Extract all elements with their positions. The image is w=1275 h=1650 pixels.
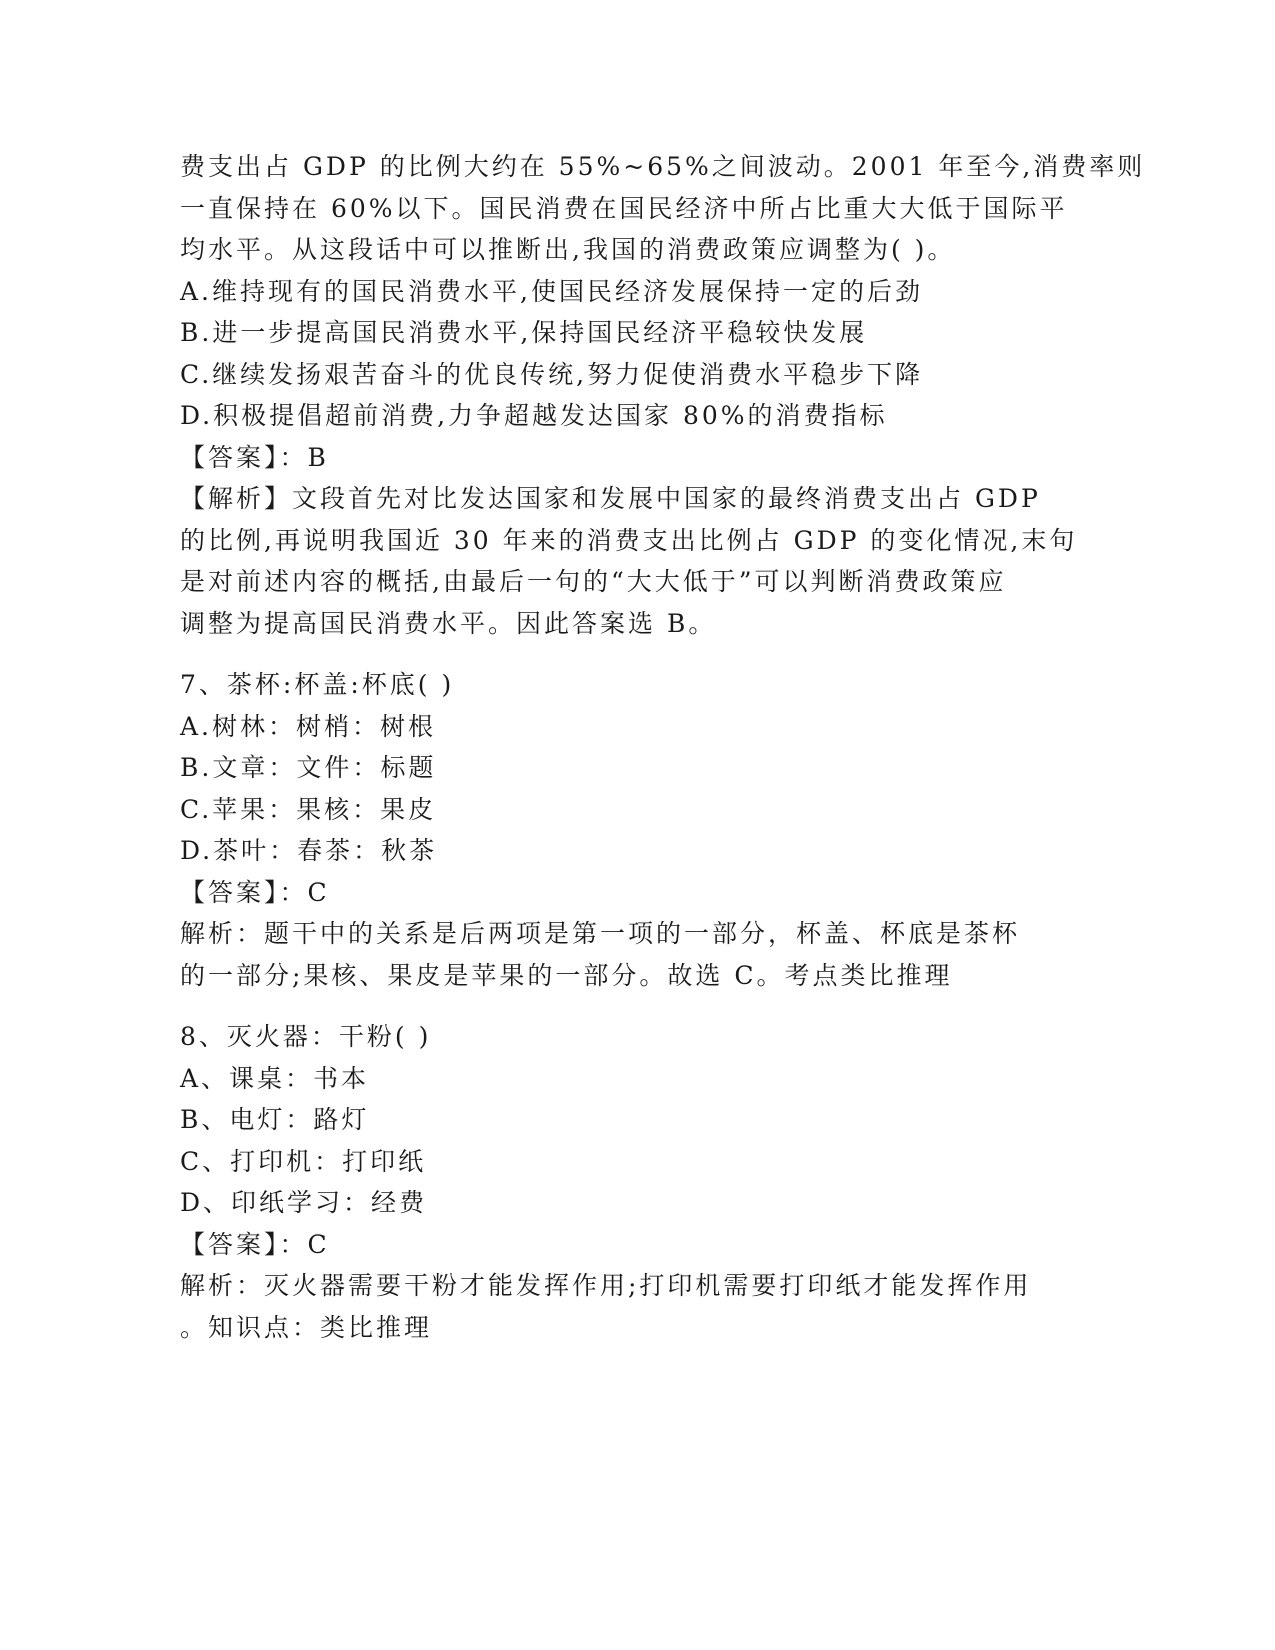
- question-stem: 7、茶杯:杯盖:杯底( ): [180, 670, 455, 699]
- analysis-line: 解析：灭火器需要干粉才能发挥作用;打印机需要打印纸才能发挥作用: [180, 1271, 1032, 1300]
- question-8: [180, 1016, 1100, 1348]
- option-b: B.进一步提高国民消费水平,保持国民经济平稳较快发展: [180, 318, 868, 347]
- answer-line: 【答案】：C: [180, 877, 330, 907]
- option-a: A、课桌：书本: [180, 1063, 370, 1093]
- answer-line: 【答案】：B: [180, 442, 329, 472]
- analysis-line: 的一部分;果核、果皮是苹果的一部分。故选 C。考点类比推理: [180, 960, 953, 990]
- option-d: D、印纸学习：经费: [180, 1188, 428, 1217]
- question-7: [180, 664, 1100, 996]
- option-a: A.树林：树梢：树根: [180, 711, 437, 741]
- option-d: D.积极提倡超前消费,力争超越发达国家 80%的消费指标: [180, 401, 888, 430]
- analysis-line: 。知识点：类比推理: [180, 1312, 433, 1342]
- question-stem: 8、灭火器：干粉( ): [180, 1022, 432, 1051]
- question-stem-line: 费支出占 GDP 的比例大约在 55%~65%之间波动。2001 年至今,消费率则: [180, 152, 1146, 181]
- option-c: C.继续发扬艰苦奋斗的优良传统,努力促使消费水平稳步下降: [180, 359, 924, 389]
- answer-line: 【答案】：C: [180, 1229, 330, 1259]
- option-b: B.文章：文件：标题: [180, 753, 437, 782]
- analysis-line: 解析：题干中的关系是后两项是第一项的一部分，杯盖、杯底是茶杯: [180, 919, 1021, 948]
- spacer: [180, 644, 1100, 664]
- question-stem-line: 均水平。从这段话中可以推断出,我国的消费政策应调整为( )。: [180, 235, 956, 264]
- document-page: [180, 146, 1146, 1348]
- option-d: D.茶叶：春茶：秋茶: [180, 836, 438, 865]
- option-c: C、打印机：打印纸: [180, 1146, 427, 1176]
- spacer: [180, 996, 1100, 1016]
- option-c: C.苹果：果核：果皮: [180, 794, 437, 824]
- analysis-line: 是对前述内容的概括,由最后一句的“大大低于”可以判断消费政策应: [180, 567, 1007, 596]
- analysis-line: 的比例,再说明我国近 30 年来的消费支出比例占 GDP 的变化情况,末句: [180, 525, 1078, 555]
- analysis-line: 【解析】文段首先对比发达国家和发展中国家的最终消费支出占 GDP: [180, 484, 1041, 513]
- option-b: B、电灯：路灯: [180, 1105, 370, 1134]
- analysis-line: 调整为提高国民消费水平。因此答案选 B。: [180, 608, 717, 638]
- option-a: A.维持现有的国民消费水平,使国民经济发展保持一定的后劲: [180, 276, 923, 306]
- question-6: [180, 146, 1146, 644]
- question-stem-line: 一直保持在 60%以下。国民消费在国民经济中所占比重大大低于国际平: [180, 193, 1068, 223]
